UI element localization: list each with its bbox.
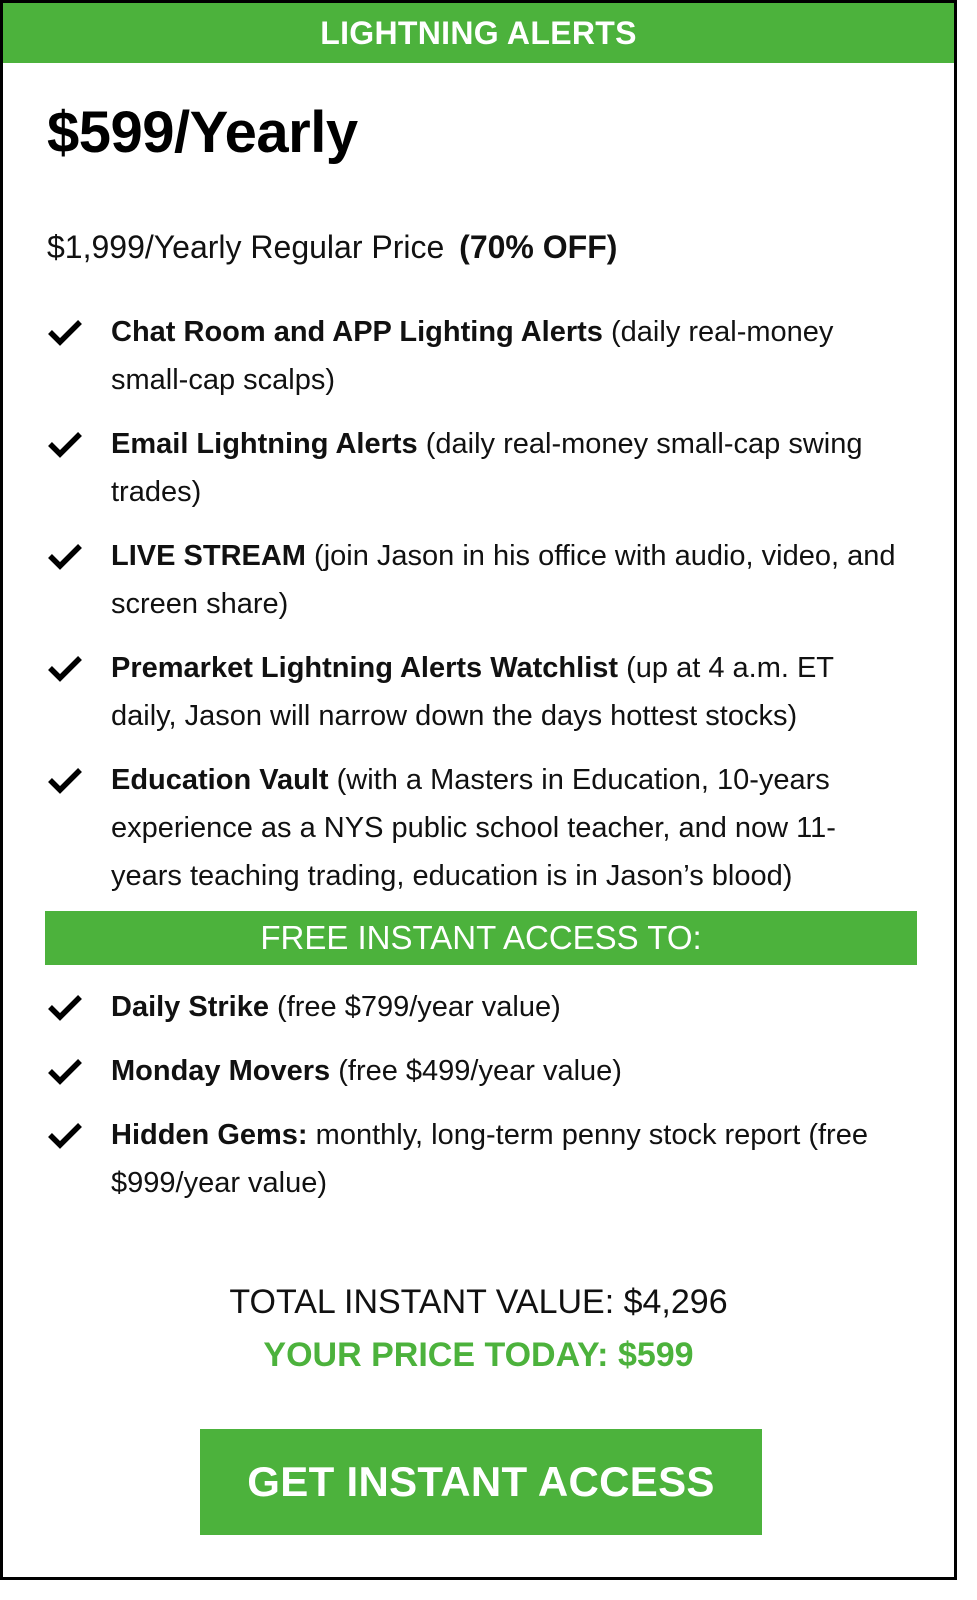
free-access-item	[43, 983, 903, 1031]
free-access-list	[43, 983, 903, 1223]
feature-description: (daily real-money small-cap scalps)	[111, 316, 834, 396]
plan-price: $599/Yearly	[47, 100, 358, 165]
free-access-item	[43, 1047, 903, 1095]
feature-item	[43, 644, 903, 740]
free-access-title: Daily Strike	[111, 991, 269, 1023]
feature-item	[43, 756, 903, 900]
feature-title: LIVE STREAM	[111, 540, 306, 572]
feature-list	[43, 308, 903, 916]
free-access-description: (free $799/year value)	[277, 991, 561, 1023]
regular-price: $1,999/Yearly Regular Price	[47, 229, 445, 265]
feature-description: (with a Masters in Education, 10-years experience as a NYS public school teacher, and now 11-years teaching trading, education is in Jason’s blood)	[111, 764, 836, 892]
checkmark-icon	[47, 318, 83, 346]
checkmark-icon	[47, 766, 83, 794]
feature-item	[43, 420, 903, 516]
feature-title: Email Lightning Alerts	[111, 428, 418, 460]
feature-item	[43, 532, 903, 628]
feature-title: Premarket Lightning Alerts Watchlist	[111, 652, 619, 684]
total-instant-value: TOTAL INSTANT VALUE: $4,296	[229, 1283, 728, 1321]
free-access-title: Monday Movers	[111, 1055, 331, 1087]
your-price-today: YOUR PRICE TODAY: $599	[263, 1336, 694, 1374]
feature-title: Education Vault	[111, 764, 329, 796]
checkmark-icon	[47, 1057, 83, 1085]
feature-title: Chat Room and APP Lighting Alerts	[111, 316, 603, 348]
feature-description: (up at 4 a.m. ET daily, Jason will narrow down the days hottest stocks)	[111, 652, 834, 732]
free-access-title: Hidden Gems:	[111, 1119, 308, 1151]
checkmark-icon	[47, 654, 83, 682]
checkmark-icon	[47, 1121, 83, 1149]
checkmark-icon	[47, 430, 83, 458]
discount-label: (70% OFF)	[459, 229, 618, 265]
free-access-description: (free $499/year value)	[338, 1055, 622, 1087]
regular-price-line	[47, 229, 617, 266]
checkmark-icon	[47, 542, 83, 570]
free-access-banner: FREE INSTANT ACCESS TO:	[45, 911, 917, 965]
feature-item	[43, 308, 903, 404]
free-access-item	[43, 1111, 903, 1207]
free-access-description: monthly, long-term penny stock report (free $999/year value)	[111, 1119, 868, 1199]
feature-description: (daily real-money small-cap swing trades)	[111, 428, 863, 508]
checkmark-icon	[47, 993, 83, 1021]
plan-title-banner: LIGHTNING ALERTS	[3, 3, 954, 63]
get-instant-access-button[interactable]: GET INSTANT ACCESS	[200, 1429, 762, 1535]
feature-description: (join Jason in his office with audio, video, and screen share)	[111, 540, 896, 620]
